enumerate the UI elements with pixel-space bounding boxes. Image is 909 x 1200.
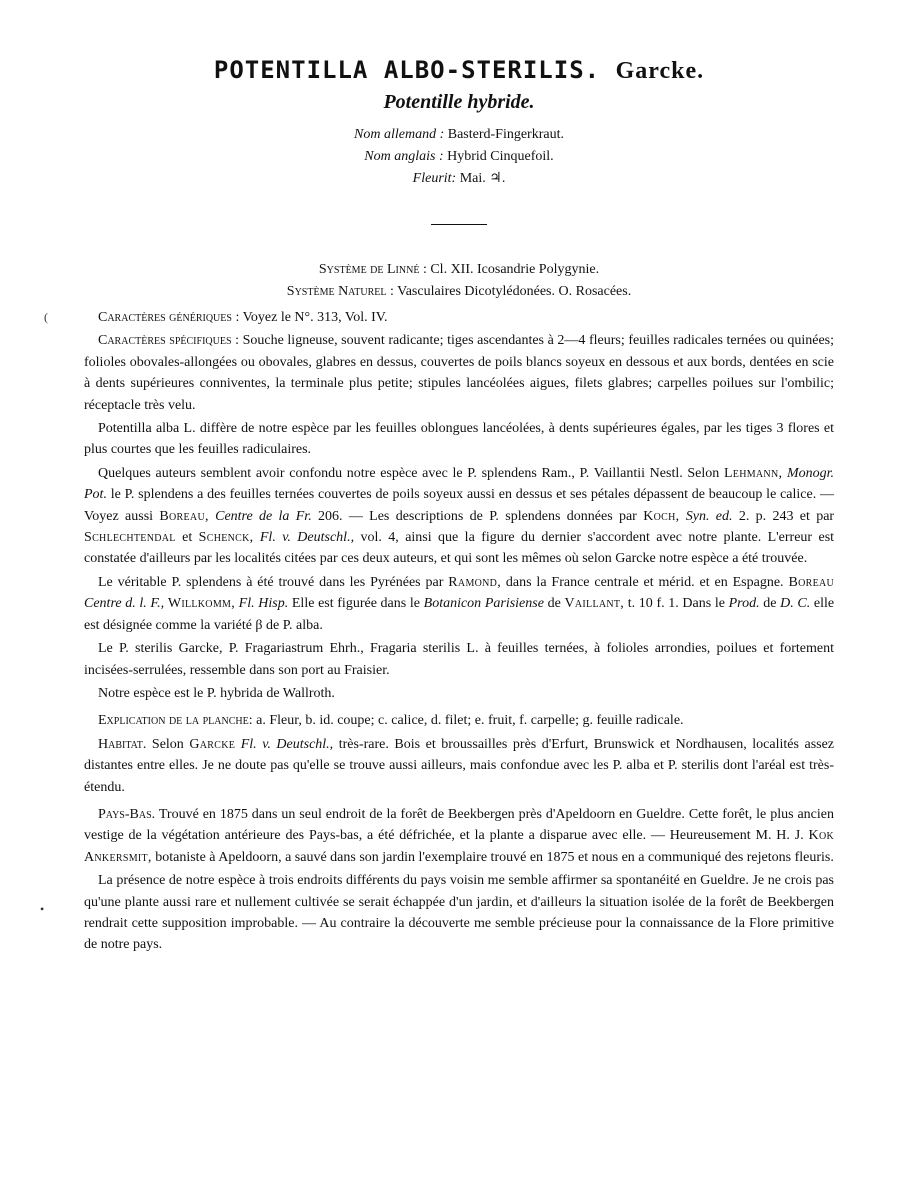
english-name-label: Nom anglais : (364, 149, 444, 164)
subtitle: Potentille hybride. (383, 91, 535, 113)
author-name: Schenck, (198, 530, 254, 546)
german-name: Basterd-Fingerkraut. (447, 127, 564, 142)
title-author: Garcke. (615, 58, 705, 84)
generic-label: Caractères génériques : (98, 310, 240, 325)
author-name: Garcke (189, 736, 236, 752)
page-title (84, 56, 834, 85)
body-text (84, 307, 834, 956)
text-run: très-rare. Bois et broussailles près d'Erfurt, Brunswick et Nordhausen, localités assez distantes entre elles. Je ne doute pas qu'elle se trouve aussi ailleurs, mais confondue avec les P. alba et P. sterilis dont l'aréal est très-étendu. (84, 736, 835, 795)
natural-row (84, 281, 834, 303)
flowering-row (84, 168, 834, 190)
text-run: 206. — Les descriptions de P. splendens données par (318, 508, 637, 524)
author-name: Boreau (788, 574, 835, 590)
linne-label: Système de Linné : (318, 262, 427, 277)
paragraph-veritable (84, 572, 834, 636)
title-block (84, 56, 834, 190)
author-name: Lehmann, (723, 465, 783, 481)
text-run: Le véritable P. splendens à été trouvé dans les Pyrénées par (98, 574, 444, 590)
text-run: botaniste à Apeldoorn, a sauvé dans son jardin l'exemplaire trouvé en 1875 et nous en a communiqué des rejetons fleuris. (155, 849, 834, 865)
specific-text: Souche ligneuse, souvent radicante; tiges ascendantes à 2—4 fleurs; feuilles radicales ternées ou quinées; folioles obovales-allongées ou obovales, glabres en dessus, couvertes de poils blancs soyeux en dessous et aux bords, dentées en scie à dents supérieures conniventes, la terminale plus petite; stipules lancéolées aigues, filets glabres; carpelles poilues sur l'ombilic; réceptacle très velu. (84, 333, 834, 413)
citation: D. C. (780, 596, 811, 612)
margin-mark: ( (44, 310, 48, 324)
paragraph-explication (84, 710, 834, 731)
explication-text: a. Fleur, b. id. coupe; c. calice, d. filet; e. fruit, f. carpelle; g. feuille radicale. (256, 713, 684, 729)
text-run: Elle est figurée dans le (291, 596, 420, 612)
natural-value: Vasculaires Dicotylédonées. O. Rosacées. (397, 284, 632, 299)
english-name-row (84, 146, 834, 168)
text-run: le P. splendens a des feuilles ternées couvertes de poils soyeux aussi en dessus et ses pétales dépassent de beaucoup le calice. — Voyez aussi (84, 487, 835, 524)
classification (84, 259, 834, 303)
flowering: Mai. ♃. (459, 171, 506, 186)
author-name: Koch, (643, 508, 680, 524)
paragraph-authors (84, 463, 834, 570)
author-name: Boreau, (159, 508, 209, 524)
text-run: 2. p. 243 et par (738, 508, 835, 524)
author-name: Kok Ankersmit, (84, 828, 835, 865)
text-run: t. 10 f. 1. Dans le (627, 596, 725, 612)
citation: Syn. ed. (685, 508, 733, 524)
paragraph-alba: Potentilla alba L. diffère de notre espèce par les feuilles oblongues lancéolées, à dents supérieures égales, par les tiges 3 flores et plus courtes que les feuilles radiculaires. (84, 421, 834, 458)
citation: Prod. (728, 596, 760, 612)
author-name: Ramond, (448, 574, 501, 590)
text-run: elle est désignée comme la variété β de P. alba. (84, 596, 835, 633)
specific-label: Caractères spécifiques : (98, 333, 239, 349)
paragraph-hybrida: Notre espèce est le P. hybrida de Wallroth. (98, 685, 335, 701)
text-run: de (763, 596, 777, 612)
explication-label: Explication de la planche: (98, 713, 253, 729)
citation: Botanicon Parisiense (423, 596, 544, 612)
citation: Monogr. Pot. (84, 465, 834, 503)
text-run: vol. 4, ainsi que la figure du dernier s'accordent avec notre plante. L'erreur est constatée d'ailleurs par les localités citées par ces deux auteurs, et qui sont les mêmes où selon Garcke notre espèce a été trouvée. (84, 530, 835, 567)
generic-text: Voyez le N°. 313, Vol. IV. (242, 310, 388, 325)
paragraph-habitat (84, 734, 834, 798)
natural-label: Système Naturel : (286, 284, 394, 299)
text-run: Quelques auteurs semblent avoir confondu notre espèce avec le P. splendens Ram., P. Vaillantii Nestl. Selon (98, 465, 720, 481)
text-run: et (182, 530, 193, 546)
paragraph-generic (84, 307, 834, 328)
paragraph-specific (84, 330, 834, 416)
citation: Centre de la Fr. (215, 508, 312, 524)
paragraph-paysbas (84, 804, 834, 868)
german-name-label: Nom allemand : (354, 127, 445, 142)
title-species: POTENTILLA ALBO-STERILIS. (213, 56, 601, 84)
text-run: Trouvé en 1875 dans un seul endroit de la forêt de Beekbergen près d'Apeldoorn en Gueldre. Cette forêt, le plus ancien vestige de la végétation antérieure des Pays-bas, a été défrichée, et la plante a disparue avec elle. — Heureusement M. H. J. (84, 806, 834, 844)
divider (431, 224, 487, 225)
common-names (84, 124, 834, 190)
margin-mark-dot: • (40, 902, 45, 916)
german-name-row (84, 124, 834, 146)
paragraph-sterilis: Le P. sterilis Garcke, P. Fragariastrum Ehrh., Fragaria sterilis L. à feuilles ternées, à folioles arrondies, poilues et fortement incisées-serrulées, ressemble dans son port au Fraisier. (84, 641, 834, 678)
author-name: Schlechtendal (84, 530, 176, 546)
citation: Fl. Hisp. (238, 596, 289, 612)
document-page (84, 48, 834, 958)
citation: Centre d. l. F., (84, 596, 165, 612)
author-name: Willkomm, (167, 596, 236, 612)
author-name: Vaillant, (564, 596, 625, 612)
text-run: dans la France centrale et mérid. et en Espagne. (505, 574, 784, 590)
flowering-label: Fleurit: (412, 171, 457, 186)
paysbas-label: Pays-Bas. (98, 806, 156, 822)
linne-row (84, 259, 834, 281)
citation: Fl. v. Deutschl., (259, 530, 355, 546)
linne-value: Cl. XII. Icosandrie Polygynie. (430, 262, 600, 277)
paragraph-presence: La présence de notre espèce à trois endroits différents du pays voisin me semble affirmer sa spontanéité en Gueldre. Je ne crois pas qu'une plante aussi rare et nullement cultivée se serait échappée d'un jardin, et d'ailleurs la situation isolée de la forêt de Beekbergen rendrait cette supposition improbable. — Au contraire la découverte me semble précieuse pour la connaissance de la Flore primitive de notre pays. (84, 873, 834, 953)
citation: Fl. v. Deutschl., (240, 736, 334, 752)
english-name: Hybrid Cinquefoil. (447, 149, 554, 164)
habitat-label: Habitat. (98, 736, 147, 752)
text-run: de (547, 596, 561, 612)
text-run: Selon (151, 736, 184, 752)
